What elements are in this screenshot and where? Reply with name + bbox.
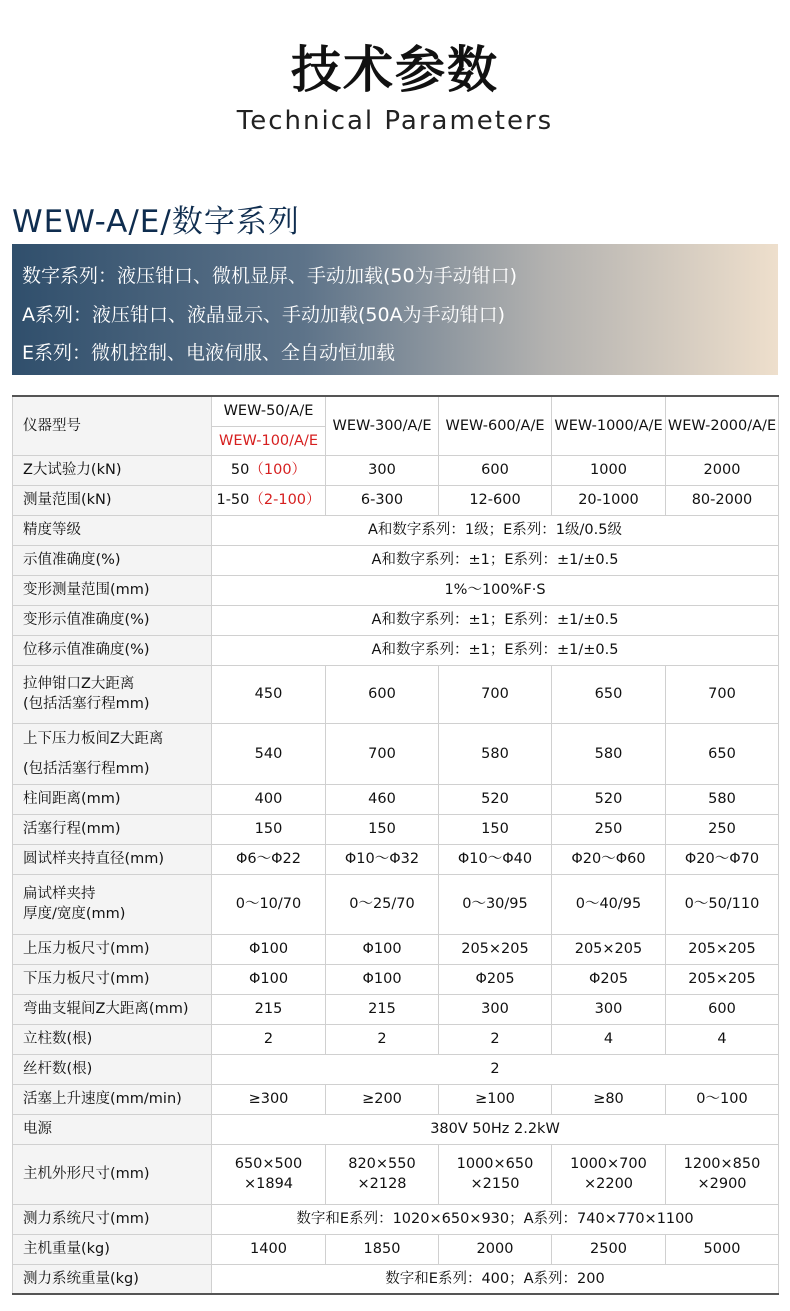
- table-cell: 300: [552, 994, 666, 1024]
- table-cell: [326, 1144, 439, 1204]
- table-cell: A和数字系列：±1；E系列：±1/±0.5: [212, 635, 779, 665]
- table-cell: 650: [552, 665, 666, 723]
- table-cell: ≥200: [326, 1084, 439, 1114]
- table-cell: 600: [439, 455, 552, 485]
- table-row: [13, 723, 779, 784]
- row-label-line: (包括活塞行程mm): [23, 696, 150, 712]
- model-2000: WEW-2000/A/E: [666, 396, 779, 455]
- cell-line: 650×500: [234, 1156, 303, 1172]
- table-cell: 215: [326, 994, 439, 1024]
- table-row: [13, 515, 779, 545]
- table-row: [13, 934, 779, 964]
- table-cell: 150: [326, 814, 439, 844]
- row-label: [13, 723, 212, 784]
- table-cell: 250: [666, 814, 779, 844]
- table-cell: 数字和E系列：400；A系列：200: [212, 1264, 779, 1294]
- cell-line: ×2150: [470, 1176, 520, 1192]
- parameters-table: [12, 395, 779, 1295]
- table-row: [13, 575, 779, 605]
- table-cell: 520: [439, 784, 552, 814]
- row-label: 主机重量(kg): [13, 1234, 212, 1264]
- cell-value-alt: （100）: [249, 462, 307, 478]
- table-cell: 1400: [212, 1234, 326, 1264]
- page-title: 技术参数: [291, 41, 499, 99]
- row-label: 示值准确度(%): [13, 545, 212, 575]
- table-cell: 20-1000: [552, 485, 666, 515]
- table-cell: 205×205: [666, 964, 779, 994]
- table-row: [13, 784, 779, 814]
- table-cell: 215: [212, 994, 326, 1024]
- banner-line-e: E系列：微机控制、电液伺服、全自动恒加载: [22, 342, 396, 364]
- table-cell: [212, 455, 326, 485]
- table-cell: 150: [212, 814, 326, 844]
- table-cell: 2: [439, 1024, 552, 1054]
- cell-value: 50: [230, 462, 250, 478]
- table-cell: 2500: [552, 1234, 666, 1264]
- table-cell: ≥80: [552, 1084, 666, 1114]
- table-cell: [552, 1144, 666, 1204]
- table-cell: Φ10～Φ32: [326, 844, 439, 874]
- cell-line: 1000×650: [456, 1156, 534, 1172]
- row-label: 测力系统尺寸(mm): [13, 1204, 212, 1234]
- table-cell: 580: [439, 723, 552, 784]
- table-cell: [212, 485, 326, 515]
- table-cell: 700: [439, 665, 552, 723]
- cell-line: 1200×850: [683, 1156, 761, 1172]
- table-row: [13, 964, 779, 994]
- table-cell: [212, 1144, 326, 1204]
- table-row: [13, 1084, 779, 1114]
- table-cell: Φ20～Φ60: [552, 844, 666, 874]
- row-label: 精度等级: [13, 515, 212, 545]
- table-cell: 540: [212, 723, 326, 784]
- table-row: [13, 635, 779, 665]
- row-label: 测量范围(kN): [13, 485, 212, 515]
- table-cell: 4: [552, 1024, 666, 1054]
- table-row: [13, 1024, 779, 1054]
- table-cell: 0～50/110: [666, 874, 779, 934]
- cell-line: ×1894: [243, 1176, 294, 1192]
- row-label: 活塞上升速度(mm/min): [13, 1084, 212, 1114]
- table-cell: Φ100: [212, 934, 326, 964]
- table-cell: 0～30/95: [439, 874, 552, 934]
- table-cell: 580: [552, 723, 666, 784]
- model-1000: WEW-1000/A/E: [552, 396, 666, 455]
- cell-line: ×2900: [697, 1176, 747, 1192]
- table-row: [13, 605, 779, 635]
- table-cell: 700: [666, 665, 779, 723]
- row-label: 主机外形尺寸(mm): [13, 1144, 212, 1204]
- row-label: 测力系统重量(kg): [13, 1264, 212, 1294]
- table-cell: A和数字系列：±1；E系列：±1/±0.5: [212, 545, 779, 575]
- banner-line-a: A系列：液压钳口、液晶显示、手动加载(50A为手动钳口): [22, 304, 505, 326]
- table-cell: 520: [552, 784, 666, 814]
- table-cell: Φ10～Φ40: [439, 844, 552, 874]
- table-cell: 2: [326, 1024, 439, 1054]
- row-label: 上压力板尺寸(mm): [13, 934, 212, 964]
- table-row: [13, 1264, 779, 1294]
- table-cell: 0～25/70: [326, 874, 439, 934]
- table-cell: ≥100: [439, 1084, 552, 1114]
- table-cell: 700: [326, 723, 439, 784]
- table-cell: [439, 1144, 552, 1204]
- series-banner: [12, 244, 778, 375]
- table-row: [13, 485, 779, 515]
- model-100: WEW-100/A/E: [212, 426, 326, 455]
- table-cell: ≥300: [212, 1084, 326, 1114]
- row-label: 变形测量范围(mm): [13, 575, 212, 605]
- table-cell: 数字和E系列：1020×650×930；A系列：740×770×1100: [212, 1204, 779, 1234]
- row-label: 变形示值准确度(%): [13, 605, 212, 635]
- row-label: 立柱数(根): [13, 1024, 212, 1054]
- table-row: [13, 874, 779, 934]
- table-cell: 300: [439, 994, 552, 1024]
- table-cell: 150: [439, 814, 552, 844]
- row-label: 位移示值准确度(%): [13, 635, 212, 665]
- table-cell: 5000: [666, 1234, 779, 1264]
- table-cell: 400: [212, 784, 326, 814]
- table-cell: 0～10/70: [212, 874, 326, 934]
- table-cell: Φ100: [212, 964, 326, 994]
- table-row: [13, 1204, 779, 1234]
- row-label: 丝杆数(根): [13, 1054, 212, 1084]
- row-label: Z大试验力(kN): [13, 455, 212, 485]
- table-row: [13, 1054, 779, 1084]
- table-row: [13, 1114, 779, 1144]
- cell-value: 1-50: [216, 492, 250, 508]
- cell-value-alt: （2-100）: [249, 492, 321, 508]
- table-cell: 580: [666, 784, 779, 814]
- table-cell: 2: [212, 1054, 779, 1084]
- table-cell: [666, 1144, 779, 1204]
- table-row: [13, 1144, 779, 1204]
- table-row: [13, 844, 779, 874]
- cell-line: 1000×700: [570, 1156, 647, 1172]
- table-cell: 205×205: [552, 934, 666, 964]
- table-cell: 250: [552, 814, 666, 844]
- table-cell: 205×205: [439, 934, 552, 964]
- table-row: [13, 1234, 779, 1264]
- row-label: 柱间距离(mm): [13, 784, 212, 814]
- row-label: 电源: [13, 1114, 212, 1144]
- table-cell: 460: [326, 784, 439, 814]
- table-cell: Φ20～Φ70: [666, 844, 779, 874]
- table-cell: 300: [326, 455, 439, 485]
- table-cell: 600: [326, 665, 439, 723]
- table-cell: 0～40/95: [552, 874, 666, 934]
- table-cell: 6-300: [326, 485, 439, 515]
- table-cell: 205×205: [666, 934, 779, 964]
- row-label-line: (包括活塞行程mm): [23, 760, 150, 777]
- table-cell: Φ100: [326, 964, 439, 994]
- table-cell: Φ205: [552, 964, 666, 994]
- row-label: [13, 874, 212, 934]
- cell-line: ×2200: [583, 1176, 634, 1192]
- table-row: [13, 455, 779, 485]
- model-300: WEW-300/A/E: [326, 396, 439, 455]
- table-cell: 80-2000: [666, 485, 779, 515]
- series-title: WEW-A/E/数字系列: [12, 204, 300, 240]
- table-cell: 380V 50Hz 2.2kW: [212, 1114, 779, 1144]
- row-label-line: 扁试样夹持: [23, 886, 96, 902]
- table-cell: 2000: [666, 455, 779, 485]
- table-row: [13, 396, 779, 426]
- table-cell: 450: [212, 665, 326, 723]
- model-600: WEW-600/A/E: [439, 396, 552, 455]
- row-label-line: 拉伸钳口Z大距离: [23, 676, 135, 692]
- table-cell: 1%～100%F·S: [212, 575, 779, 605]
- row-label: 仪器型号: [13, 396, 212, 455]
- table-row: [13, 665, 779, 723]
- table-row: [13, 994, 779, 1024]
- cell-line: 820×550: [348, 1156, 416, 1172]
- row-label-line: 厚度/宽度(mm): [23, 906, 126, 922]
- row-label: 弯曲支辊间Z大距离(mm): [13, 994, 212, 1024]
- table-cell: Φ6～Φ22: [212, 844, 326, 874]
- row-label: 圆试样夹持直径(mm): [13, 844, 212, 874]
- table-cell: 600: [666, 994, 779, 1024]
- page-subtitle: Technical Parameters: [236, 106, 554, 136]
- row-label: 活塞行程(mm): [13, 814, 212, 844]
- row-label-line: 上下压力板间Z大距离: [23, 730, 164, 747]
- table-row: [13, 545, 779, 575]
- table-cell: A和数字系列：±1；E系列：±1/±0.5: [212, 605, 779, 635]
- table-cell: A和数字系列：1级；E系列：1级/0.5级: [212, 515, 779, 545]
- table-row: [13, 814, 779, 844]
- table-cell: Φ205: [439, 964, 552, 994]
- table-cell: 2000: [439, 1234, 552, 1264]
- table-cell: Φ100: [326, 934, 439, 964]
- banner-line-digital: 数字系列：液压钳口、微机显屏、手动加载(50为手动钳口): [22, 265, 518, 287]
- table-cell: 1850: [326, 1234, 439, 1264]
- cell-line: ×2128: [357, 1176, 407, 1192]
- row-label: 下压力板尺寸(mm): [13, 964, 212, 994]
- table-cell: 12-600: [439, 485, 552, 515]
- table-cell: 0～100: [666, 1084, 779, 1114]
- table-cell: 2: [212, 1024, 326, 1054]
- model-50: WEW-50/A/E: [212, 396, 326, 426]
- table-cell: 1000: [552, 455, 666, 485]
- row-label: [13, 665, 212, 723]
- table-cell: 4: [666, 1024, 779, 1054]
- table-cell: 650: [666, 723, 779, 784]
